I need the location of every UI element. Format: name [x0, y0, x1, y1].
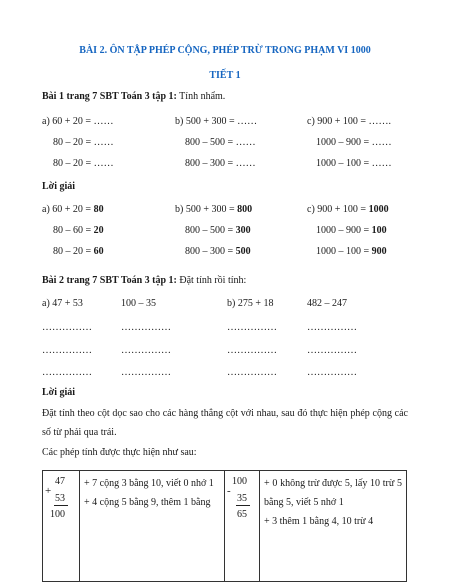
exercise-1-task: Tính nhẩm.: [176, 91, 226, 102]
subtraction-step-1: + 0 không trừ được 5, lấy 10 trừ 5 bằng 5, viết 5 nhớ 1: [264, 478, 402, 508]
answer-b3: 800 – 300 = 500: [185, 246, 251, 257]
answer-a3-value: 60: [93, 246, 104, 257]
question-b3: 800 – 300 = ……: [185, 158, 256, 169]
addend-bottom: 53: [55, 493, 65, 504]
sum-line: [54, 505, 68, 506]
answer-b2-value: 300: [235, 225, 251, 236]
problem-b1: b) 275 + 18: [227, 298, 274, 309]
lesson-subtitle: TIẾT 1: [209, 70, 241, 81]
question-c2: 1000 – 900 = ……: [316, 137, 392, 148]
addition-step-2: + 4 cộng 5 bằng 9, thêm 1 bằng: [84, 497, 211, 508]
blank-line: ……………: [121, 345, 171, 356]
addend-top: 47: [55, 476, 65, 487]
lesson-title: BÀI 2. ÔN TẬP PHÉP CỘNG, PHÉP TRỪ TRONG PHẠM VI 1000: [79, 45, 371, 56]
question-a2: 80 – 20 = ……: [53, 137, 114, 148]
solution-paragraph: Đặt tính theo cột dọc sao cho các hàng thẳng cột với nhau, sau đó thực hiện phép cộng các số từ phải qua trái.: [42, 408, 408, 438]
description-cell-subtraction: [260, 471, 407, 582]
answer-b1-value: 800: [237, 204, 253, 215]
minuend: 100: [232, 476, 247, 487]
answer-a2-value: 20: [93, 225, 104, 236]
blank-line: ……………: [42, 367, 92, 378]
answer-a1-value: 80: [93, 204, 104, 215]
question-c3: 1000 – 100 = ……: [316, 158, 392, 169]
addition-step-1: + 7 cộng 3 bằng 10, viết 0 nhớ 1: [84, 478, 214, 489]
sum-result: 100: [50, 509, 65, 520]
blank-line: ……………: [121, 367, 171, 378]
exercise-2-statement: [42, 275, 246, 287]
answer-c2-value: 100: [371, 225, 387, 236]
answer-a1: a) 60 + 20 = 80: [42, 204, 104, 215]
blank-line: ……………: [307, 322, 357, 333]
exercise-1-solution-heading: Lời giải: [42, 181, 76, 192]
answer-b1: b) 500 + 300 = 800: [175, 204, 253, 215]
answer-c3-value: 900: [371, 246, 387, 257]
blank-line: ……………: [121, 322, 171, 333]
question-b2: 800 – 500 = ……: [185, 137, 256, 148]
answer-c1: c) 900 + 100 = 1000: [307, 204, 389, 215]
difference-line: [236, 505, 250, 506]
question-a1: a) 60 + 20 = ……: [42, 116, 114, 127]
subtrahend: 35: [237, 493, 247, 504]
answer-b2: 800 – 500 = 300: [185, 225, 251, 236]
blank-line: ……………: [227, 367, 277, 378]
blank-line: ……………: [42, 322, 92, 333]
exercise-2-heading: Bài 2 trang 7 SBT Toán 3 tập 1:: [42, 275, 177, 286]
blank-line: ……………: [307, 345, 357, 356]
answer-c3: 1000 – 100 = 900: [316, 246, 387, 257]
answer-c2: 1000 – 900 = 100: [316, 225, 387, 236]
answer-a3: 80 – 20 = 60: [53, 246, 104, 257]
problem-b2: 482 – 247: [307, 298, 347, 309]
question-a3: 80 – 20 = ……: [53, 158, 114, 169]
calculation-table: [42, 470, 407, 582]
difference-result: 65: [237, 509, 247, 520]
exercise-1-statement: [42, 91, 225, 103]
problem-a1: a) 47 + 53: [42, 298, 83, 309]
question-b1: b) 500 + 300 = ……: [175, 116, 258, 127]
subtraction-step-2: + 3 thêm 1 bằng 4, 10 trừ 4: [264, 516, 374, 527]
exercise-1-heading: Bài 1 trang 7 SBT Toán 3 tập 1:: [42, 91, 177, 102]
solution-intro: Các phép tính được thực hiện như sau:: [42, 447, 197, 458]
calculation-cell-addition: [43, 471, 80, 582]
description-cell-addition: [80, 471, 225, 582]
answer-c1-value: 1000: [368, 204, 389, 215]
exercise-2-task: Đặt tính rồi tính:: [176, 275, 247, 286]
blank-line: ……………: [227, 345, 277, 356]
calculation-cell-subtraction: [225, 471, 260, 582]
plus-sign: +: [45, 485, 52, 497]
exercise-2-solution-heading: Lời giải: [42, 387, 76, 398]
answer-a2: 80 – 60 = 20: [53, 225, 104, 236]
question-c1: c) 900 + 100 = …….: [307, 116, 392, 127]
minus-sign: -: [227, 485, 231, 497]
blank-line: ……………: [42, 345, 92, 356]
blank-line: ……………: [227, 322, 277, 333]
problem-a2: 100 – 35: [121, 298, 156, 309]
answer-b3-value: 500: [235, 246, 251, 257]
blank-line: ……………: [307, 367, 357, 378]
